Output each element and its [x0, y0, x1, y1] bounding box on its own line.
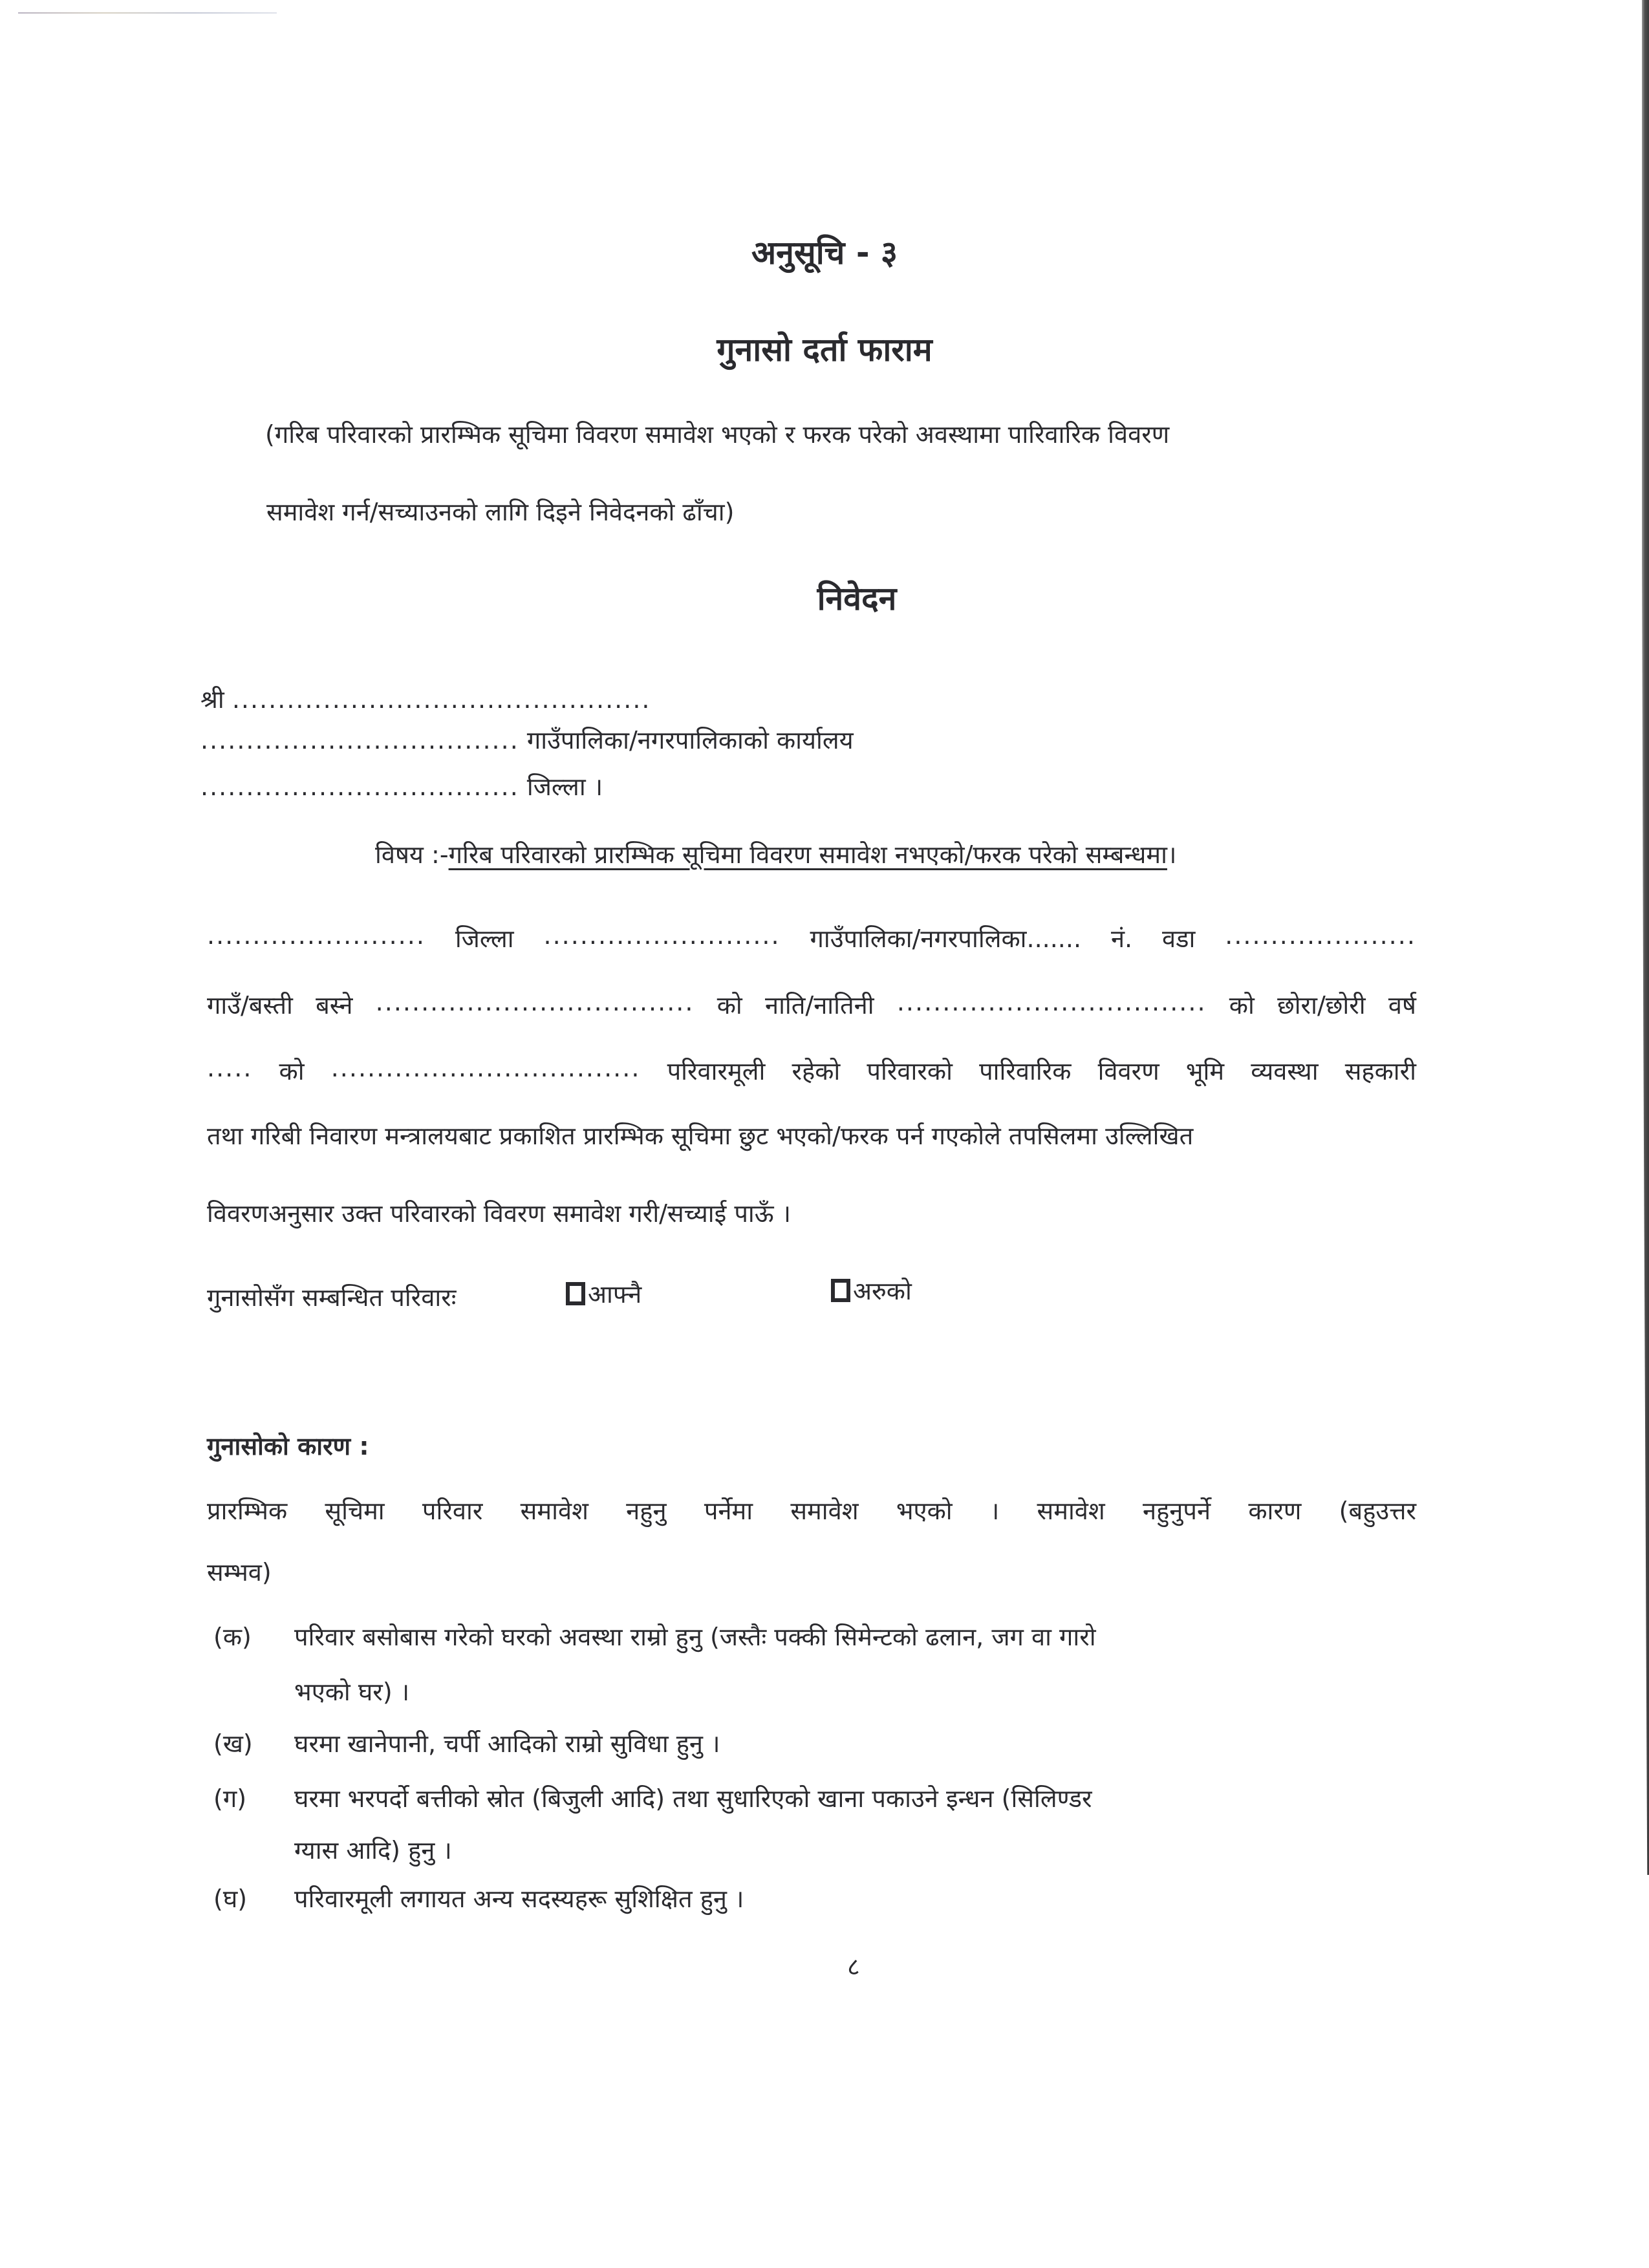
- schedule-label: अनुसूचि - ३: [751, 234, 898, 272]
- management-word: व्यवस्था: [1251, 1057, 1319, 1086]
- body-district-field[interactable]: ........................: [207, 921, 426, 950]
- grandparent-field[interactable]: ...................................: [375, 988, 695, 1016]
- list-marker: (ख): [213, 1729, 253, 1758]
- option-own[interactable]: [566, 1277, 641, 1311]
- reason-para-line-1: प्रारम्भिक सूचिमा परिवार समावेश नहुनु पर्नेमा समावेश भएको । समावेश नहुनुपर्ने कारण (बहुउत्तर: [207, 1497, 1416, 1525]
- body-line-3: [207, 1054, 1416, 1087]
- subject-text: गरिब परिवारको प्रारम्भिक सूचिमा विवरण समावेश नभएको/फरक परेको सम्बन्धमा: [448, 840, 1167, 869]
- list-marker: (क): [213, 1623, 252, 1651]
- reason-item-ga: [213, 1781, 1092, 1815]
- of-word-3: को: [279, 1057, 305, 1086]
- body-municipality-field[interactable]: ..........................: [543, 921, 781, 950]
- municipality-field[interactable]: ...................................: [200, 726, 519, 754]
- scan-edge-shadow: [1642, 0, 1649, 1875]
- checkbox-others[interactable]: [831, 1279, 850, 1302]
- list-marker: (घ): [213, 1885, 248, 1913]
- age-field[interactable]: .....: [207, 1054, 253, 1082]
- municipality-office-label: गाउँपालिका/नगरपालिकाको कार्यालय: [526, 726, 854, 754]
- list-marker: (ग): [213, 1784, 247, 1813]
- option-others[interactable]: [831, 1274, 912, 1307]
- reason-item-ka-cont: भएको घर) ।: [294, 1678, 410, 1706]
- option-others-label: अरुको: [853, 1277, 912, 1305]
- district-label: जिल्ला ।: [526, 773, 603, 801]
- ward-word: वडा: [1162, 925, 1196, 953]
- body-line-2: [207, 988, 1416, 1022]
- son-daughter-word: छोरा/छोरी: [1277, 991, 1366, 1020]
- body-line-4: तथा गरिबी निवारण मन्त्रालयबाट प्रकाशित प्रारम्भिक सूचिमा छुट भएको/फरक पर्न गएकोले तपसिलमा उल्लिखित: [207, 1122, 1194, 1150]
- cooperative-word: सहकारी: [1344, 1057, 1416, 1086]
- reason-text: घरमा भरपर्दो बत्तीको स्रोत (बिजुली आदि) तथा सुधारिएको खाना पकाउने इन्धन (सिलिण्डर: [294, 1784, 1092, 1813]
- subject-label: विषय :-: [375, 840, 449, 869]
- subject-line: [375, 837, 1176, 871]
- of-word-1: को: [717, 991, 742, 1020]
- village-word: गाउँ/बस्ती: [207, 991, 293, 1020]
- option-own-label: आफ्नै: [588, 1280, 642, 1309]
- reason-item-gha: [213, 1881, 744, 1915]
- family-word: परिवारको: [867, 1057, 953, 1086]
- reason-item-ga-cont: ग्यास आदि) हुनु ।: [294, 1836, 452, 1865]
- parent-field[interactable]: ..................................: [896, 988, 1207, 1016]
- reason-item-kha: [213, 1726, 720, 1760]
- details-word: विवरण: [1097, 1057, 1159, 1086]
- familial-word: पारिवारिक: [979, 1057, 1072, 1086]
- ward-field[interactable]: .....................: [1225, 921, 1416, 950]
- addressee-name-field[interactable]: ..............................................: [232, 685, 651, 714]
- form-title: गुनासो दर्ता फाराम: [717, 331, 932, 369]
- application-heading: निवेदन: [817, 580, 897, 617]
- addressee-line-2: [200, 723, 854, 756]
- intro-line-2: समावेश गर्न/सच्याउनको लागि दिइने निवेदनको ढाँचा): [266, 498, 735, 526]
- subject-end: ।: [1167, 840, 1177, 869]
- body-line-5: विवरणअनुसार उक्त परिवारको विवरण समावेश गरी/सच्याई पाऊँ ।: [207, 1199, 792, 1228]
- page-number: ८: [847, 1952, 860, 1981]
- checkbox-own[interactable]: [566, 1282, 585, 1305]
- intro-line-1: (गरिब परिवारको प्रारम्भिक सूचिमा विवरण समावेश भएको र फरक परेको अवस्थामा पारिवारिक विवरण: [265, 420, 1170, 449]
- addressee-prefix: श्री: [200, 685, 224, 714]
- land-word: भूमि: [1185, 1057, 1225, 1086]
- district-field[interactable]: ...................................: [200, 773, 519, 801]
- reason-para-line-2: सम्भव): [207, 1558, 272, 1587]
- reason-text: परिवार बसोबास गरेको घरको अवस्था राम्रो हुनु (जस्तैः पक्की सिमेन्टको ढलान, जग वा गारो: [294, 1623, 1096, 1651]
- scan-artifact-line: [18, 12, 277, 14]
- age-word: वर्ष: [1388, 991, 1416, 1020]
- being-word: रहेको: [792, 1057, 841, 1086]
- complaint-reason-heading: गुनासोको कारण :: [207, 1432, 369, 1460]
- household-head-word: परिवारमूली: [667, 1057, 766, 1086]
- of-word-2: को: [1229, 991, 1255, 1020]
- related-family-label: गुनासोसँग सम्बन्धित परिवारः: [207, 1283, 457, 1312]
- number-word: नं.: [1110, 925, 1133, 953]
- reason-text: परिवारमूली लगायत अन्य सदस्यहरू सुशिक्षित हुनु ।: [294, 1885, 744, 1913]
- household-head-field[interactable]: ..................................: [330, 1054, 641, 1082]
- addressee-line-1: [200, 682, 651, 716]
- body-line-1: [207, 921, 1416, 955]
- municipality-word: गाउँपालिका/नगरपालिका.......: [810, 925, 1082, 953]
- district-word: जिल्ला: [455, 925, 514, 953]
- addressee-line-3: [200, 769, 603, 803]
- resident-word: बस्ने: [316, 991, 353, 1020]
- reason-item-ka: [213, 1620, 1096, 1653]
- reason-text: घरमा खानेपानी, चर्पी आदिको राम्रो सुविधा हुनु ।: [294, 1729, 720, 1758]
- grandchild-word: नाति/नातिनी: [764, 991, 874, 1020]
